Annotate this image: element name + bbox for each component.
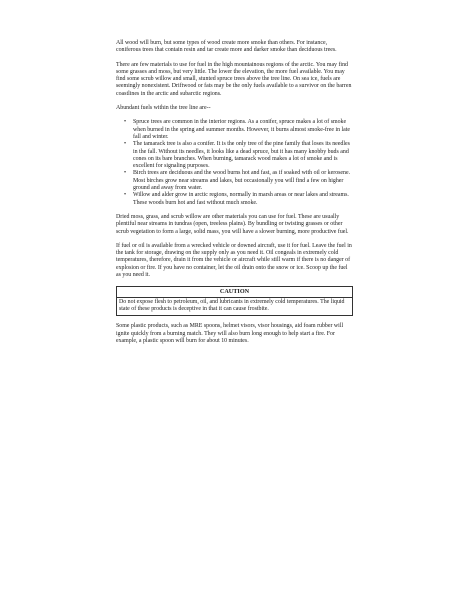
paragraph-fuel-oil: If fuel or oil is available from a wrecked vehicle or downed aircraft, use it for fuel. Leave the fuel in the tank for storage, drawing on the supply only as you need it. Oil congeals in extremely cold temperatures, therefore, drain it from the vehicle or aircraft while still warm if there is no danger of explosion or fire. If you have no container, let the oil drain onto the snow or ice. Scoop up the fuel as you need it.: [116, 242, 352, 279]
paragraph-abundant-fuels-intro: Abundant fuels within the tree line are--: [116, 105, 211, 112]
fuel-list: [116, 119, 353, 207]
paragraph-wood-smoke: All wood will burn, but some types of wood create more smoke than others. For instance, coniferous trees that contain resin and tar create more and darker smoke than deciduous trees.: [116, 40, 337, 54]
list-item-birch: • Birch trees are deciduous and the wood burns hot and fast, as if soaked with oil or kerosene. Most birches grow near streams and lakes, but occasionally you will find a few on higher ground and away from water.: [133, 170, 353, 192]
paragraph-arctic-fuel: There are few materials to use for fuel in the high mountainous regions of the arctic. You may find some grasses and moss, but very little. The lower the elevation, the more fuel available. You may find some scrub willow and small, stunted spruce trees above the tree line. On sea ice, fuels are seemingly nonexistent. Driftwood or fats may be the only fuels available to a survivor on the barren coastlines in the arctic and subarctic regions.: [116, 61, 352, 97]
caution-body: Do not expose flesh to petroleum, oil, and lubricants in extremely cold temperatures. The liquid state of these products is deceptive in that it can cause frostbite.: [119, 298, 345, 312]
document-page: [116, 40, 353, 352]
paragraph-plastic-products: Some plastic products, such as MRE spoons, helmet visors, visor housings, aid foam rubber will ignite quickly from a burning match. They will also burn long enough to help start a fire. For example, a plastic spoon will burn for about 10 minutes.: [116, 323, 344, 344]
paragraph-moss-grass: Dried moss, grass, and scrub willow are other materials you can use for fuel. These are usually plentiful near streams in tundras (open, treeless plains). By bundling or twisting grasses or other scrub vegetation to form a large, solid mass, you will have a slower burning, more productive fuel.: [116, 213, 349, 235]
list-item-spruce: • Spruce trees are common in the interior regions. As a conifer, spruce makes a lot of smoke when burned in the spring and summer months. However, it burns almost smoke-free in late fall and winter.: [133, 119, 353, 141]
list-item-tamarack: • The tamarack tree is also a conifer. It is the only tree of the pine family that loses its needles in the fall. Without its needles, it looks like a dead spruce, but it has many knobby buds and cones on its bare branches. When burning, tamarack wood makes a lot of smoke and is excellent for signaling purposes.: [133, 141, 353, 170]
caution-box: [116, 286, 353, 316]
caution-title: CAUTION: [117, 287, 352, 297]
list-item-willow-alder: • Willow and alder grow in arctic regions, normally in marsh areas or near lakes and streams. These woods burn hot and fast without much smoke.: [133, 192, 353, 207]
